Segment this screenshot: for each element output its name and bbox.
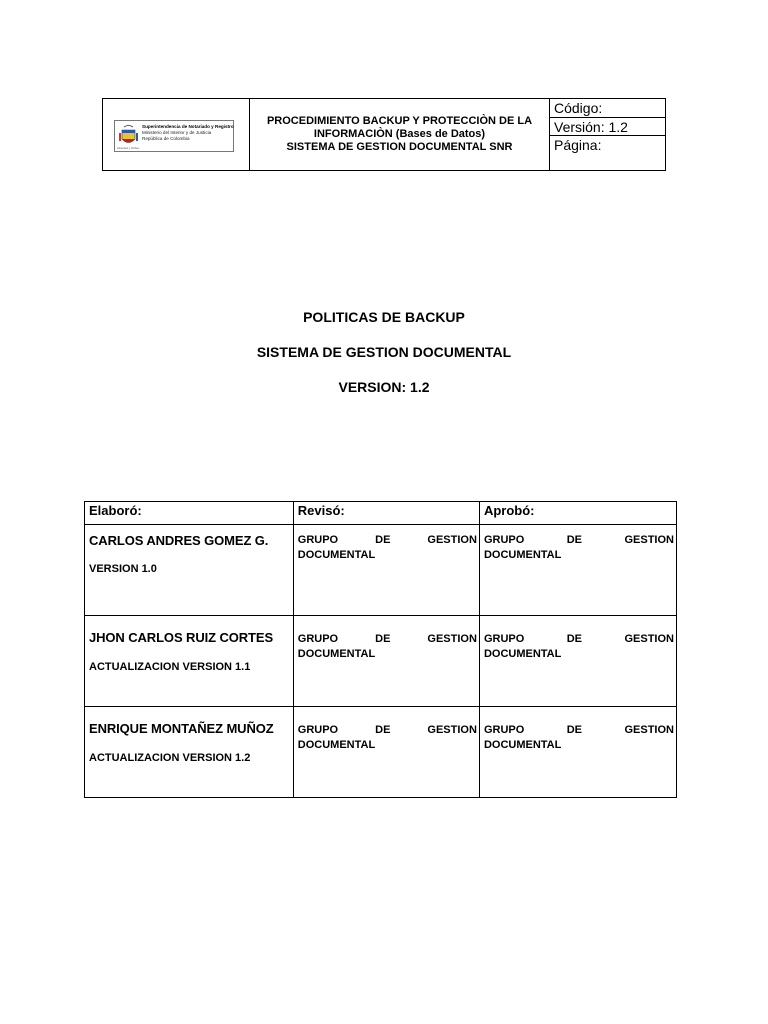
header-title-line-2: INFORMACIÒN (Bases de Datos): [313, 128, 486, 140]
approver-group: GRUPO DE GESTION DOCUMENTAL: [483, 534, 674, 561]
author-name: JHON CARLOS RUIZ CORTES: [89, 630, 274, 645]
header-meta-cell: [550, 99, 665, 170]
header-aprobo: Aprobó:: [483, 503, 535, 518]
system-title: SISTEMA DE GESTION DOCUMENTAL: [256, 344, 512, 360]
codigo-field: Código:: [550, 99, 665, 118]
logo-line-2: Ministerio del Interior y de Justicia: [142, 129, 212, 135]
logo-text: [142, 124, 234, 141]
logo-line-3: República de Colombia: [142, 135, 190, 141]
reviewer-group: GRUPO DE GESTION DOCUMENTAL: [297, 534, 477, 561]
approver-group: GRUPO DE GESTION DOCUMENTAL: [483, 633, 674, 660]
author-name: ENRIQUE MONTAÑEZ MUÑOZ: [89, 721, 274, 736]
reviewer-group: GRUPO DE GESTION DOCUMENTAL: [297, 724, 477, 751]
author-version: ACTUALIZACION VERSION 1.2: [89, 752, 251, 764]
table-row: [85, 707, 677, 798]
logo-ribbon: Libertad y Orden: [117, 146, 140, 150]
header-title-line-1: PROCEDIMIENTO BACKUP Y PROTECCIÒN DE LA: [266, 115, 533, 127]
table-row: [85, 525, 677, 616]
header-elaboro: Elaboró:: [89, 503, 142, 518]
document-header: [102, 98, 666, 171]
version-title: VERSION: 1.2: [338, 379, 430, 395]
coat-of-arms-icon: [118, 124, 139, 148]
author-version: VERSION 1.0: [89, 563, 157, 575]
header-title-line-3: SISTEMA DE GESTION DOCUMENTAL SNR: [286, 141, 513, 153]
author-name: CARLOS ANDRES GOMEZ G.: [89, 533, 269, 548]
logo-line-1: Superintendencia de Notariado y Registro: [142, 124, 234, 129]
header-title-cell: [250, 99, 550, 170]
approver-group: GRUPO DE GESTION DOCUMENTAL: [483, 724, 674, 751]
main-title: POLITICAS DE BACKUP: [303, 309, 465, 325]
approvals-table: [84, 501, 677, 798]
header-reviso: Revisó:: [297, 503, 345, 518]
header-logo-cell: [103, 99, 250, 170]
author-version: ACTUALIZACION VERSION 1.1: [89, 661, 251, 673]
table-row: [85, 616, 677, 707]
pagina-field: Página:: [554, 137, 602, 153]
version-field: Versión: 1.2: [550, 118, 665, 136]
reviewer-group: GRUPO DE GESTION DOCUMENTAL: [297, 633, 477, 660]
institution-logo: [114, 120, 234, 152]
table-header-row: [85, 502, 677, 525]
